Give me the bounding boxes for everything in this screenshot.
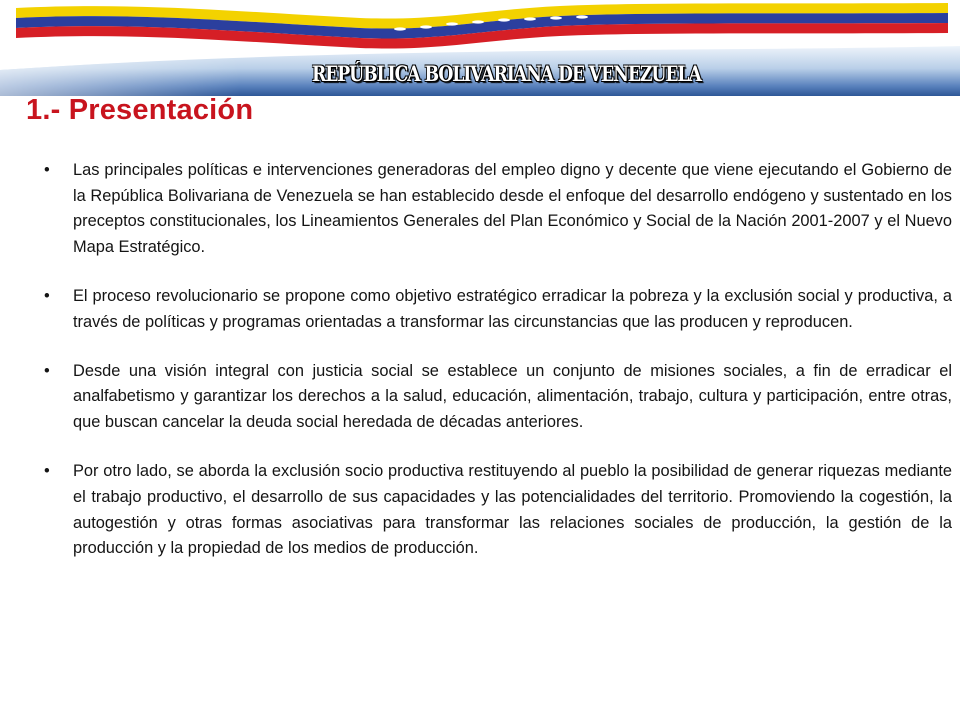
bullet-icon: • [44,287,50,306]
bullet-text: El proceso revolucionario se propone como objetivo estratégico erradicar la pobreza y la exclusión social y productiva, a través de políticas y programas orientadas a transformar las circunstancias que las producen y reproducen. [73,287,952,331]
bullet-icon: • [44,161,50,179]
header-banner-text: REPÚBLICA BOLIVARIANA DE VENEZUELA [312,61,701,86]
bullet-icon: • [44,361,50,380]
bullet-icon: • [44,462,50,481]
bullet-text: Las principales políticas e intervenciones generadoras del empleo digno y decente que viene ejecutando el Gobierno de la República Bolivariana de Venezuela se han establecido desde el enfoque del desarrollo endógeno y sustentado en los preceptos constitucionales, los Lineamientos Generales del Plan Económico y Social de la Nación 2001-2007 y el Nuevo Mapa Estratégico. [73,161,952,256]
bullet-item [44,284,952,335]
bullet-list [44,158,952,586]
bullet-text: Desde una visión integral con justicia social se establece un conjunto de misiones sociales, a fin de erradicar el analfabetismo y garantizar los derechos a la salud, educación, alimentación, trabajo, cultura y participación, entre otras, que buscan cancelar la deuda social heredada de décadas anteriores. [73,361,952,431]
bullet-text: Por otro lado, se aborda la exclusión socio productiva restituyendo al pueblo la posibilidad de generar riquezas mediante el trabajo productivo, el desarrollo de sus capacidades y las potencialidades del territorio. Promoviendo la cogestión, la autogestión y otras formas asociativas para transformar las relaciones sociales de producción, la gestión de la producción y la propiedad de los medios de producción. [73,462,952,558]
bullet-item [44,459,952,561]
slide-title: 1.- Presentación [26,94,254,126]
bullet-item [44,158,952,260]
bullet-item [44,359,952,436]
